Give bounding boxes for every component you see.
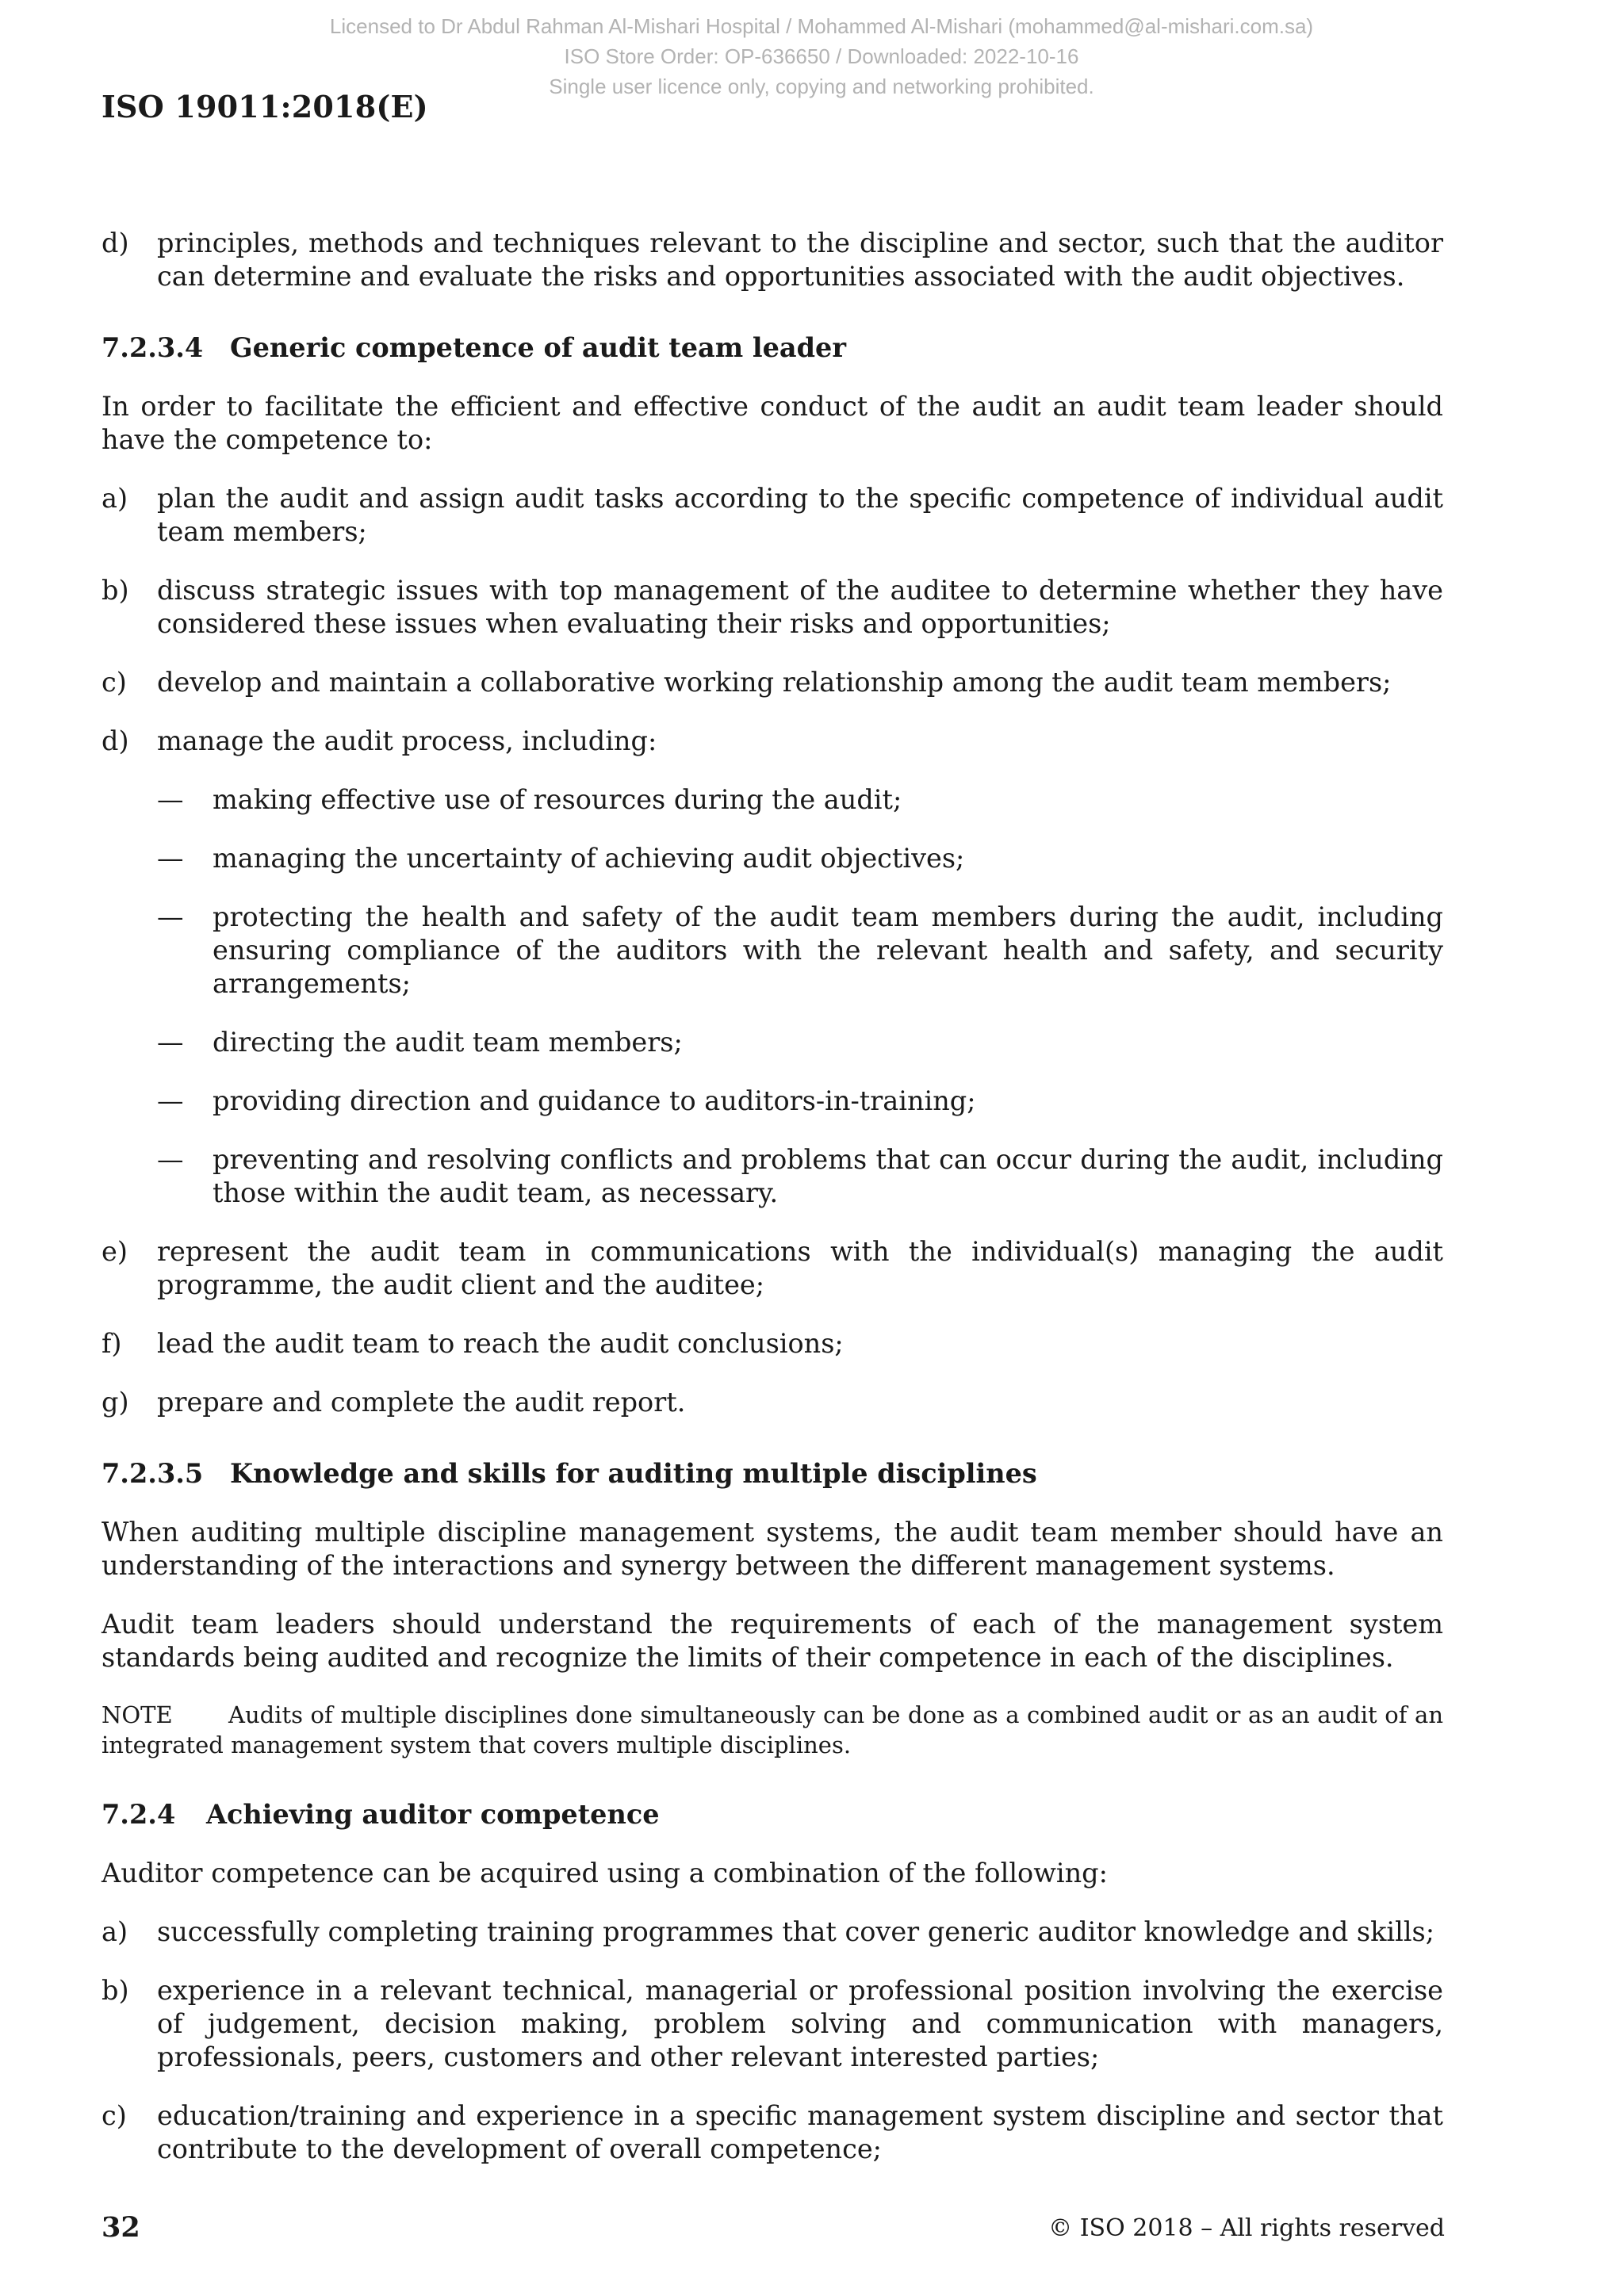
- list-item-label: b): [102, 575, 129, 606]
- list-item-label: a): [102, 1916, 128, 1947]
- list-item-label: c): [102, 667, 127, 698]
- dash-item: [102, 783, 1443, 817]
- list-item: [102, 227, 1443, 293]
- section-number: 7.2.3.4: [102, 332, 204, 363]
- document-id: ISO 19011:2018(E): [102, 89, 428, 124]
- dash-item-text: directing the audit team members;: [213, 1027, 683, 1058]
- list-item-text: successfully completing training programmes that cover generic auditor knowledge and skills;: [157, 1916, 1435, 1947]
- dash-item: [102, 1143, 1443, 1210]
- dash-label: —: [157, 784, 184, 815]
- note-text: Audits of multiple disciplines done simultaneously can be done as a combined audit or as an audit of an integrated management system that covers multiple disciplines.: [102, 1701, 1443, 1758]
- list-item-text: education/training and experience in a specific management system discipline and sector that contribute to the development of overall competence;: [157, 2100, 1443, 2164]
- list-item-text: plan the audit and assign audit tasks according to the specific competence of individual audit team members;: [157, 483, 1443, 547]
- list-item-text: lead the audit team to reach the audit conclusions;: [157, 1328, 844, 1359]
- section-heading-7-2-3-4: [102, 331, 1443, 365]
- section-heading-7-2-4: [102, 1798, 1443, 1831]
- dash-label: —: [157, 843, 184, 874]
- dash-item: [102, 842, 1443, 875]
- dash-item-text: protecting the health and safety of the audit team members during the audit, including ensuring compliance of the auditors with the relevant health and safety, and security arrangements;: [213, 901, 1443, 999]
- list-item-label: d): [102, 228, 129, 258]
- dash-item: [102, 1026, 1443, 1059]
- licence-watermark: [0, 11, 1624, 101]
- list-item-text: prepare and complete the audit report.: [157, 1387, 686, 1418]
- list-item-text: discuss strategic issues with top management of the auditee to determine whether they have considered these issues when evaluating their risks and opportunities;: [157, 575, 1443, 639]
- dash-label: —: [157, 1027, 184, 1058]
- paragraph: When auditing multiple discipline management systems, the audit team member should have an understanding of the interactions and synergy between the different management systems.: [102, 1517, 1443, 1581]
- list-item: [102, 574, 1443, 641]
- dash-label: —: [157, 901, 184, 932]
- watermark-line-3: Single user licence only, copying and networking prohibited.: [549, 75, 1094, 98]
- list-item: [102, 1974, 1443, 2074]
- copyright-notice: © ISO 2018 – All rights reserved: [1048, 2214, 1445, 2242]
- list-item-text: principles, methods and techniques relevant to the discipline and sector, such that the auditor can determine and evaluate the risks and opportunities associated with the audit objectives.: [157, 228, 1443, 292]
- dash-label: —: [157, 1144, 184, 1175]
- dash-item-text: managing the uncertainty of achieving audit objectives;: [213, 843, 965, 874]
- list-item: [102, 482, 1443, 549]
- section-title: Knowledge and skills for auditing multiple disciplines: [230, 1458, 1037, 1489]
- dash-item: [102, 1085, 1443, 1118]
- list-item: [102, 666, 1443, 699]
- dash-label: —: [157, 1085, 184, 1116]
- list-item: [102, 1235, 1443, 1302]
- section-number: 7.2.3.5: [102, 1458, 204, 1489]
- list-item-text: represent the audit team in communications with the individual(s) managing the audit programme, the audit client and the auditee;: [157, 1236, 1443, 1300]
- list-item-label: g): [102, 1387, 129, 1418]
- list-item-label: b): [102, 1975, 129, 2006]
- list-item: [102, 1915, 1443, 1949]
- watermark-line-2: ISO Store Order: OP-636650 / Downloaded: 2022-10-16: [564, 44, 1079, 68]
- section-title: Achieving auditor competence: [206, 1799, 660, 1830]
- section-heading-7-2-3-5: [102, 1457, 1443, 1490]
- list-item: [102, 725, 1443, 758]
- dash-item-text: providing direction and guidance to auditors-in-training;: [213, 1085, 976, 1116]
- list-item-label: a): [102, 483, 128, 514]
- list-item-label: c): [102, 2100, 127, 2131]
- list-item: [102, 1386, 1443, 1419]
- dash-item: [102, 901, 1443, 1001]
- list-item: [102, 1327, 1443, 1360]
- page-number: 32: [102, 2211, 140, 2244]
- paragraph: Audit team leaders should understand the requirements of each of the management system standards being audited and recognize the limits of their competence in each of the disciplines.: [102, 1609, 1443, 1673]
- list-item: [102, 2099, 1443, 2166]
- note-label: NOTE: [102, 1701, 173, 1728]
- watermark-line-1: Licensed to Dr Abdul Rahman Al-Mishari Hospital / Mohammed Al-Mishari (mohammed@al-mishari.com.sa): [329, 14, 1314, 38]
- paragraph: In order to facilitate the efficient and effective conduct of the audit an audit team leader should have the competence to:: [102, 391, 1443, 455]
- list-item-label: f): [102, 1328, 122, 1359]
- note: [102, 1700, 1443, 1760]
- list-item-label: e): [102, 1236, 128, 1267]
- list-item-label: d): [102, 725, 129, 756]
- list-item-text: experience in a relevant technical, managerial or professional position involving the exercise of judgement, decision making, problem solving and communication with managers, professionals, peers, customers and other relevant interested parties;: [157, 1975, 1443, 2072]
- dash-item-text: making effective use of resources during the audit;: [213, 784, 902, 815]
- dash-item-text: preventing and resolving conflicts and problems that can occur during the audit, including those within the audit team, as necessary.: [213, 1144, 1443, 1208]
- section-title: Generic competence of audit team leader: [230, 332, 846, 363]
- paragraph: Auditor competence can be acquired using a combination of the following:: [102, 1858, 1108, 1888]
- list-item-text: manage the audit process, including:: [157, 725, 657, 756]
- list-item-text: develop and maintain a collaborative working relationship among the audit team members;: [157, 667, 1392, 698]
- page-content: [102, 227, 1443, 2191]
- section-number: 7.2.4: [102, 1799, 176, 1830]
